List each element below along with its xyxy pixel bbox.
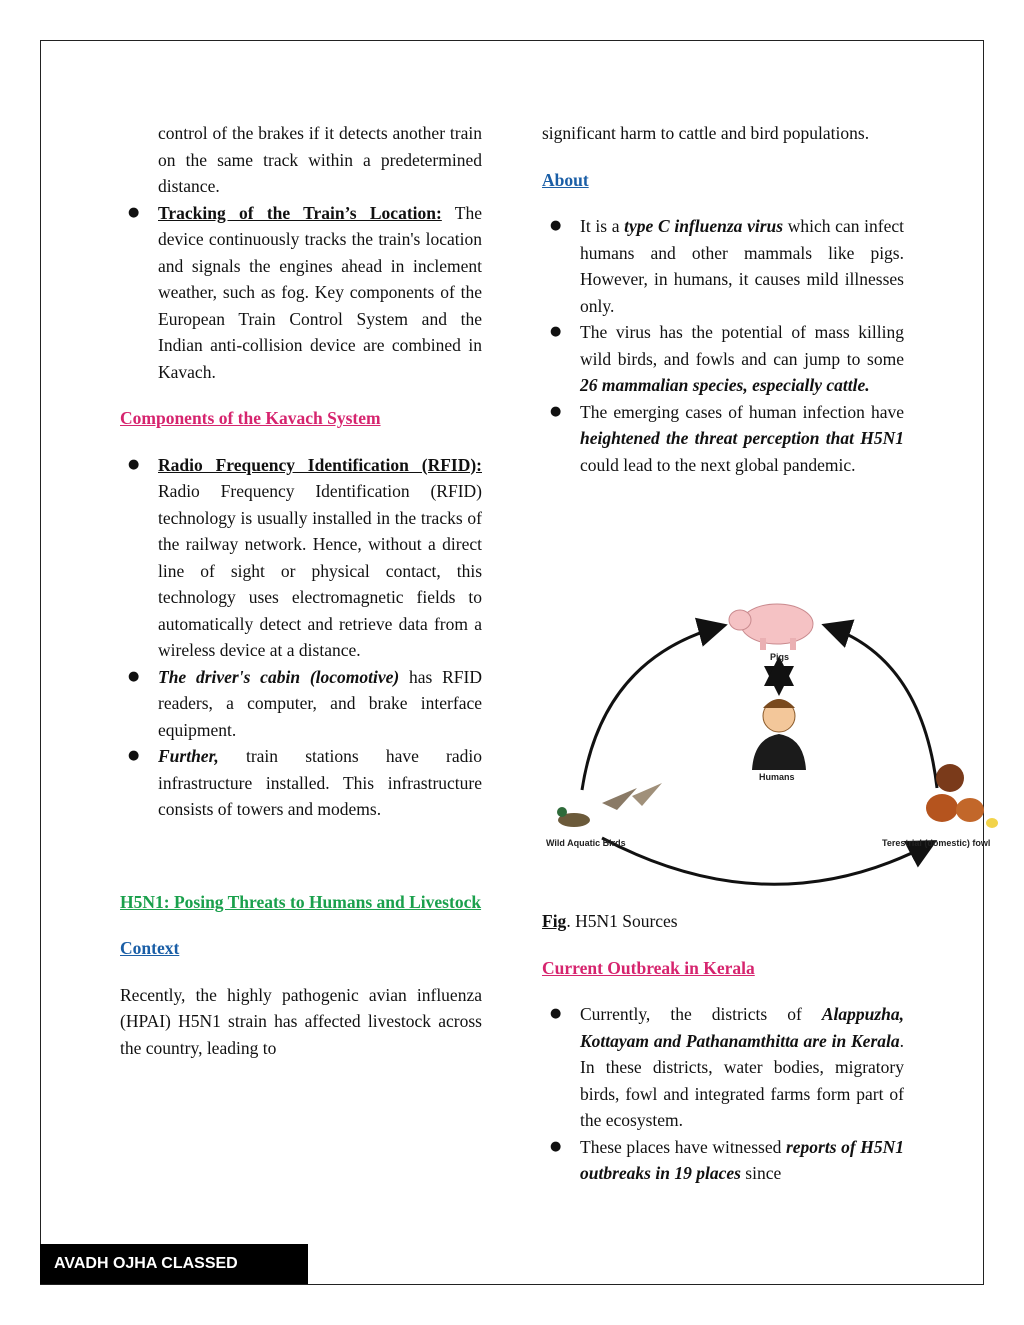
list-item: ● The virus has the potential of mass killing wild birds, and fowls and can jump to some 26 mammalian species, especially cattle.	[542, 319, 904, 399]
list-item: ● Further, train stations have radio infrastructure installed. This infrastructure consists of towers and modems.	[120, 743, 482, 823]
list-item: ● The emerging cases of human infection have heightened the threat perception that H5N1 could lead to the next global pandemic.	[542, 399, 904, 479]
components-heading: Components of the Kavach System	[120, 408, 381, 428]
item-heading: Tracking of the Train’s Location:	[158, 202, 442, 223]
wild-birds-icon	[557, 783, 662, 827]
list-item: ● It is a type C influenza virus which can infect humans and other mammals like pigs. However, in humans, it causes mild illnesses only.	[542, 213, 904, 319]
pig-icon	[729, 604, 813, 650]
fowl-icon	[926, 764, 998, 828]
list-item: ● Currently, the districts of Alappuzha, Kottayam and Pathanamthitta are in Kerala. In these districts, water bodies, migratory birds, fowl and integrated farms form part of the ecosystem.	[542, 1001, 904, 1134]
footer-brand: AVADH OJHA CLASSED	[40, 1244, 308, 1284]
item-heading: Radio Frequency Identification (RFID):	[158, 454, 482, 475]
fowl-label: Terestrial (domestic) fowl	[882, 838, 991, 848]
arrow-birds-to-pigs	[582, 626, 722, 790]
list-item: ● Radio Frequency Identification (RFID): Radio Frequency Identification (RFID) technology is usually installed in the tracks of the railway network. Hence, without a direct line of sight or physical contact, this technology uses electromagnetic fields to automatically detect and retrieve data from a wireless device at a distance.	[120, 452, 482, 664]
h5n1-sources-figure	[542, 598, 1014, 888]
fig-label: Fig	[542, 911, 567, 931]
list-item: ● These places have witnessed reports of H5N1 outbreaks in 19 places since	[542, 1134, 904, 1187]
outbreak-list	[542, 1001, 904, 1187]
human-icon	[752, 699, 806, 770]
humans-label: Humans	[759, 772, 795, 782]
right-column-lower	[542, 908, 904, 1187]
about-list	[542, 213, 904, 478]
context-paragraph: Recently, the highly pathogenic avian influenza (HPAI) H5N1 strain has affected livestock across the country, leading to	[120, 984, 482, 1058]
components-list	[120, 452, 482, 823]
arrow-fowl-to-pigs	[827, 626, 937, 788]
list-item: ● The driver's cabin (locomotive) has RFID readers, a computer, and brake interface equipment.	[120, 664, 482, 744]
context-heading: Context	[120, 938, 180, 958]
wild-birds-label: Wild Aquatic Birds	[546, 838, 626, 848]
pigs-label: Pigs	[770, 652, 790, 662]
h5n1-heading: H5N1: Posing Threats to Humans and Livestock	[120, 891, 482, 912]
about-heading: About	[542, 169, 589, 190]
outbreak-heading: Current Outbreak in Kerala	[542, 957, 755, 978]
right-column	[542, 120, 904, 478]
continued-paragraph: control of the brakes if it detects another train on the same track within a predetermined distance.	[158, 123, 482, 196]
list-item: ● Tracking of the Train’s Location: The device continuously tracks the train's location and signals the engines ahead in inclement weather, such as fog. Key components of the European Train Control System and the Indian anti-collision device are combined in Kavach.	[120, 200, 482, 386]
item-heading: The driver's cabin (locomotive)	[158, 666, 400, 687]
continued-paragraph: significant harm to cattle and bird populations.	[542, 123, 870, 143]
location-list	[120, 200, 482, 386]
left-column	[120, 120, 482, 1061]
item-heading: Further,	[158, 746, 219, 766]
fig-caption: . H5N1 Sources	[566, 911, 678, 931]
